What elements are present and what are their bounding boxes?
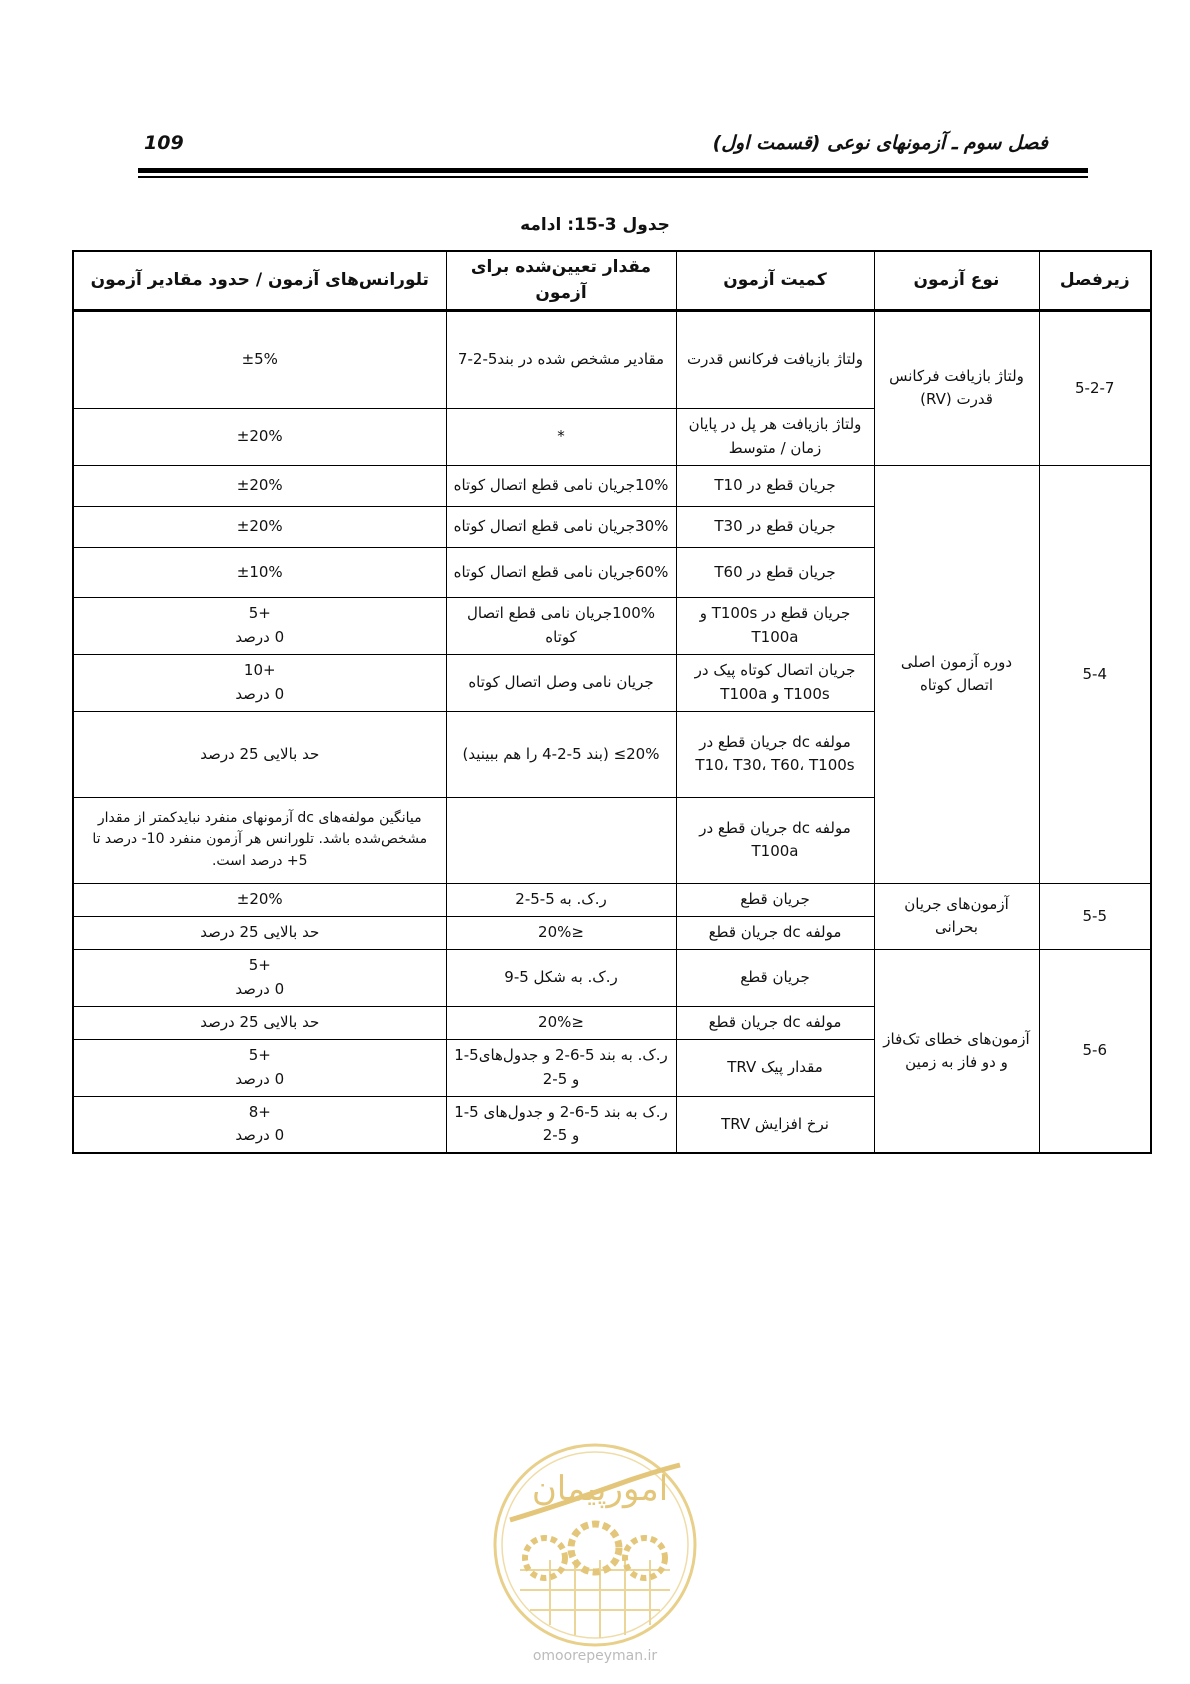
subclause-cell: 5-4 — [1039, 465, 1151, 883]
quantity-cell: جریان قطع در T60 — [676, 547, 874, 597]
value-cell: ≤20% — [446, 916, 676, 949]
tolerance-cell — [73, 597, 446, 654]
tolerance-cell: ±20% — [73, 883, 446, 916]
value-cell: 30%جریان نامی قطع اتصال کوتاه — [446, 506, 676, 547]
test-type-cell: آزمون‌های جریان بحرانی — [874, 883, 1039, 949]
tolerance-cell — [73, 949, 446, 1006]
tolerance-cell — [73, 1039, 446, 1096]
subclause-cell: 5-5 — [1039, 883, 1151, 949]
page-number: 109 — [144, 132, 184, 154]
subclause-cell: 5-2-7 — [1039, 310, 1151, 465]
tolerance-cell: حد بالایی 25 درصد — [73, 711, 446, 797]
table-header-row — [73, 251, 1151, 310]
quantity-cell: ولتاژ بازیافت هر پل در پایان زمان / متوسط — [676, 408, 874, 465]
quantity-cell: مولفه dc جریان قطع در T100a — [676, 797, 874, 883]
tolerance-upper: +5 — [248, 956, 271, 975]
quantity-cell: مولفه dc جریان قطع در T10، T30، T60، T100s — [676, 711, 874, 797]
chapter-title: فصل سوم ـ آزمونهای نوعی (قسمت اول) — [712, 132, 1048, 154]
value-cell: جریان نامی وصل اتصال کوتاه — [446, 654, 676, 711]
quantity-cell: جریان قطع — [676, 883, 874, 916]
table-row — [73, 310, 1151, 408]
column-header: زیرفصل — [1039, 251, 1151, 310]
column-header: نوع آزمون — [874, 251, 1039, 310]
tolerance-upper: +10 — [243, 661, 276, 680]
table-row — [73, 949, 1151, 1006]
column-header: کمیت آزمون — [676, 251, 874, 310]
tolerance-lower: 0 درصد — [235, 979, 285, 998]
test-type-cell: ولتاژ بازیافت فرکانس قدرت (RV) — [874, 310, 1039, 465]
table-row — [73, 883, 1151, 916]
logo-text: امورپیمان — [531, 1469, 669, 1509]
tolerance-cell: ±20% — [73, 465, 446, 506]
tolerance-table — [72, 250, 1152, 1154]
quantity-cell: جریان قطع در T30 — [676, 506, 874, 547]
value-cell: ≤20% — [446, 1006, 676, 1039]
value-cell: ر.ک. به بند 5-6-2 و جدول‌های5-1 و 5-2 — [446, 1039, 676, 1096]
quantity-cell: مولفه dc جریان قطع — [676, 916, 874, 949]
quantity-cell: جریان اتصال کوتاه پیک در T100s و T100a — [676, 654, 874, 711]
value-cell: 10%جریان نامی قطع اتصال کوتاه — [446, 465, 676, 506]
quantity-cell: جریان قطع در T10 — [676, 465, 874, 506]
value-cell: 20%≥ (بند 5-2-4 را هم ببینید) — [446, 711, 676, 797]
tolerance-cell: میانگین مولفه‌های dc آزمونهای منفرد نبایدکمتر از مقدار مشخص‌شده باشد. تلورانس هر آزمون منفرد 10- درصد تا 5+ درصد است. — [73, 797, 446, 883]
table-row — [73, 465, 1151, 506]
tolerance-cell: ±5% — [73, 310, 446, 408]
header-rule-thin — [138, 176, 1088, 178]
tolerance-cell — [73, 654, 446, 711]
test-type-cell: آزمون‌های خطای تک‌فاز و دو فاز به زمین — [874, 949, 1039, 1153]
tolerance-cell: حد بالایی 25 درصد — [73, 1006, 446, 1039]
page-header — [138, 128, 1088, 168]
value-cell: 60%جریان نامی قطع اتصال کوتاه — [446, 547, 676, 597]
watermark-site: omoorepeyman.ir — [532, 1648, 658, 1664]
column-header: مقدار تعیین‌شده برای آزمون — [446, 251, 676, 310]
tolerance-lower: 0 درصد — [235, 684, 285, 703]
watermark-logo — [490, 1440, 700, 1650]
quantity-cell: مقدار پیک TRV — [676, 1039, 874, 1096]
tolerance-upper: +8 — [248, 1103, 271, 1122]
subclause-cell: 5-6 — [1039, 949, 1151, 1153]
tolerance-lower: 0 درصد — [235, 1126, 285, 1145]
value-cell: ر.ک به بند 5-6-2 و جدول‌های 5-1 و 5-2 — [446, 1096, 676, 1153]
quantity-cell: جریان قطع در T100s و T100a — [676, 597, 874, 654]
tolerance-cell: حد بالایی 25 درصد — [73, 916, 446, 949]
tolerance-cell — [73, 1096, 446, 1153]
value-cell: * — [446, 408, 676, 465]
value-cell — [446, 797, 676, 883]
value-cell: ر.ک. به شکل 5-9 — [446, 949, 676, 1006]
tolerance-cell: ±20% — [73, 506, 446, 547]
tolerance-upper: +5 — [248, 1046, 271, 1065]
value-cell: 100%جریان نامی قطع اتصال کوتاه — [446, 597, 676, 654]
tolerance-cell: ±10% — [73, 547, 446, 597]
quantity-cell: جریان قطع — [676, 949, 874, 1006]
tolerance-lower: 0 درصد — [235, 1069, 285, 1088]
column-header: تلورانس‌های آزمون / حدود مقادیر آزمون — [73, 251, 446, 310]
header-rule — [138, 168, 1088, 173]
quantity-cell: مولفه dc جریان قطع — [676, 1006, 874, 1039]
tolerance-cell: ±20% — [73, 408, 446, 465]
test-type-cell: دوره آزمون اصلی اتصال کوتاه — [874, 465, 1039, 883]
value-cell: مقادیر مشخص شده در بند5-2-7 — [446, 310, 676, 408]
quantity-cell: نرخ افزایش TRV — [676, 1096, 874, 1153]
tolerance-upper: +5 — [248, 604, 271, 623]
quantity-cell: ولتاژ بازیافت فرکانس قدرت — [676, 310, 874, 408]
value-cell: ر.ک. به 5-5-2 — [446, 883, 676, 916]
tolerance-lower: 0 درصد — [235, 627, 285, 646]
table-caption: جدول 3-15: ادامه — [520, 215, 670, 235]
